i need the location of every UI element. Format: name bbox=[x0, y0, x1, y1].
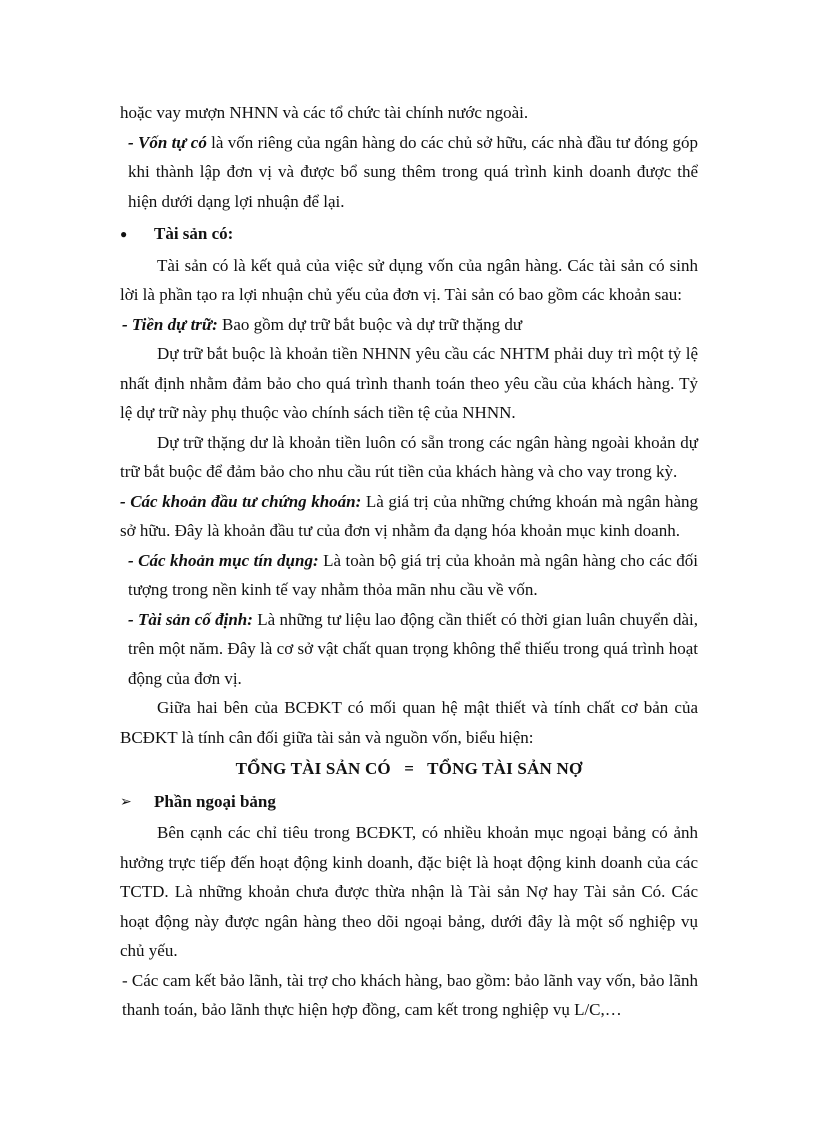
paragraph: Dự trữ bắt buộc là khoản tiền NHNN yêu cầu các NHTM phải duy trì một tỷ lệ nhất định nhằm đảm bảo cho quá trình thanh toán theo yêu cầu của khách hàng. Tỷ lệ dự trữ này phụ thuộc vào chính sách tiền tệ của NHNN. bbox=[120, 344, 698, 422]
paragraph: Dự trữ thặng dư là khoản tiền luôn có sẵn trong các ngân hàng ngoài khoản dự trữ bắt buộc để đảm bảo cho nhu cầu rút tiền của khách hàng và cho vay trong kỳ. bbox=[120, 432, 698, 481]
paragraph: Bên cạnh các chỉ tiêu trong BCĐKT, có nhiều khoản mục ngoại bảng có ảnh hưởng trực tiếp đến hoạt động kinh doanh, đặc biệt là hoạt động kinh doanh của các TCTD. Là những khoản chưa được thừa nhận là Tài sản Nợ hay Tài sản Có. Các hoạt động này được ngân hàng theo dõi ngoại bảng, dưới đây là một số nghiệp vụ chủ yếu. bbox=[120, 823, 698, 960]
bullet-dot-icon: ● bbox=[120, 227, 128, 241]
heading-phan-ngoai-bang bbox=[120, 787, 698, 819]
paragraph: Tài sản có là kết quả của việc sử dụng vốn của ngân hàng. Các tài sản có sinh lời là phần tạo ra lợi nhuận chủ yếu của đơn vị. Tài sản có bao gồm các khoản sau: bbox=[120, 255, 698, 304]
term-dau-tu-chung-khoan: - Các khoản đầu tư chứng khoán: bbox=[120, 491, 362, 511]
paragraph: Giữa hai bên của BCĐKT có mối quan hệ mật thiết và tính chất cơ bản của BCĐKT là tính cân đối giữa tài sản và nguồn vốn, biểu hiện: bbox=[120, 698, 698, 747]
paragraph: - Các cam kết bảo lãnh, tài trợ cho khách hàng, bao gồm: bảo lãnh vay vốn, bảo lãnh thanh toán, bảo lãnh thực hiện hợp đồng, cam kết trong nghiệp vụ L/C,… bbox=[122, 970, 698, 1019]
paragraph-text: Bao gồm dự trữ bắt buộc và dự trữ thặng dư bbox=[217, 314, 523, 334]
paragraph: hoặc vay mượn NHNN và các tổ chức tài chính nước ngoài. bbox=[120, 103, 529, 122]
paragraph-text: Là toàn bộ giá trị của khoản mà ngân hàng cho các đối tượng trong nền kinh tế vay nhằm thỏa mãn nhu cầu về vốn. bbox=[128, 550, 698, 599]
paragraph-tien-du-tru bbox=[120, 310, 698, 340]
heading-tai-san-co bbox=[120, 219, 698, 251]
heading-text: Tài sản có: bbox=[154, 224, 234, 243]
paragraph-text: Là giá trị của những chứng khoán mà ngân hàng sở hữu. Đây là khoản đầu tư của đơn vị nhằm đa dạng hóa khoản mục kinh doanh. bbox=[120, 491, 699, 540]
paragraph-khoan-muc-tin-dung bbox=[120, 546, 698, 605]
arrow-bullet-icon: ➢ bbox=[120, 794, 132, 810]
paragraph-von-tu-co bbox=[120, 128, 698, 217]
paragraph-dau-tu-chung-khoan bbox=[120, 487, 698, 546]
balance-formula: TỔNG TÀI SẢN CÓ = TỔNG TÀI SẢN NỢ bbox=[235, 759, 583, 778]
paragraph-tai-san-co-dinh bbox=[120, 605, 698, 694]
paragraph-text: là vốn riêng của ngân hàng do các chủ sở hữu, các nhà đầu tư đóng góp khi thành lập đơn vị và được bổ sung thêm trong quá trình kinh doanh được thể hiện dưới dạng lợi nhuận để lại. bbox=[128, 132, 698, 211]
document-page bbox=[120, 98, 698, 1025]
term-tai-san-co-dinh: - Tài sản cố định: bbox=[128, 609, 253, 629]
term-tien-du-tru: - Tiền dự trữ: bbox=[122, 314, 218, 334]
term-von-tu-co: - Vốn tự có bbox=[128, 132, 207, 152]
term-khoan-muc-tin-dung: - Các khoản mục tín dụng: bbox=[128, 550, 319, 570]
paragraph-text: Là những tư liệu lao động cần thiết có thời gian luân chuyển dài, trên một năm. Đây là cơ sở vật chất quan trọng không thể thiếu trong quá trình hoạt động của đơn vị. bbox=[128, 609, 698, 688]
heading-text: Phần ngoại bảng bbox=[154, 791, 276, 811]
